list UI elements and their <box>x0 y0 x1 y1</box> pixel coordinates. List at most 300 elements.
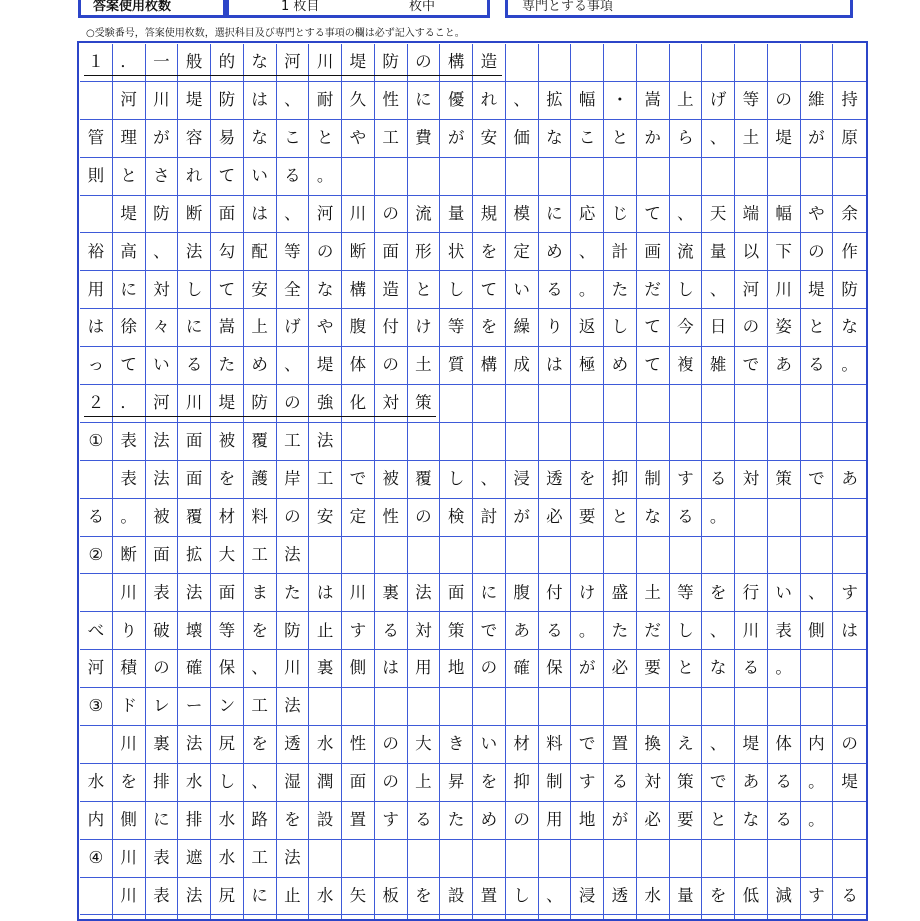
grid-cell: 堤 <box>342 44 375 82</box>
grid-cell <box>178 915 211 921</box>
grid-cell: 的 <box>211 44 244 82</box>
grid-cell: す <box>375 802 408 840</box>
grid-cell: 断 <box>113 537 146 575</box>
grid-cell: 原 <box>833 120 866 158</box>
instruction-note: ○受験番号，答案使用枚数，選択科目及び専門とする事項の欄は必ず記入すること。 <box>86 28 465 39</box>
grid-cell: め <box>473 802 506 840</box>
grid-cell <box>735 423 768 461</box>
grid-cell <box>801 385 834 423</box>
grid-cell: 川 <box>113 840 146 878</box>
heading-underline <box>84 416 436 417</box>
grid-cell: の <box>801 233 834 271</box>
grid-cell <box>506 385 539 423</box>
grid-cell: 表 <box>768 612 801 650</box>
grid-cell: 覆 <box>244 423 277 461</box>
grid-cell <box>473 688 506 726</box>
grid-cell: 安 <box>473 120 506 158</box>
grid-cell: る <box>670 499 703 537</box>
grid-cell: あ <box>506 612 539 650</box>
grid-cell: は <box>80 309 113 347</box>
grid-cell: た <box>604 271 637 309</box>
grid-cell: に <box>178 309 211 347</box>
grid-cell <box>146 915 179 921</box>
answer-sheet-count-field[interactable] <box>226 0 490 18</box>
grid-cell: の <box>408 44 441 82</box>
grid-cell: 透 <box>539 461 572 499</box>
grid-cell: 々 <box>146 309 179 347</box>
grid-cell: 川 <box>342 574 375 612</box>
grid-cell: 天 <box>702 196 735 234</box>
grid-cell: る <box>178 347 211 385</box>
grid-cell: 則 <box>80 158 113 196</box>
grid-cell: 嵩 <box>211 309 244 347</box>
grid-cell: 置 <box>473 878 506 916</box>
grid-cell <box>473 158 506 196</box>
header-fields <box>0 0 920 22</box>
grid-cell: を <box>244 726 277 764</box>
grid-cell: 要 <box>571 499 604 537</box>
grid-cell: 。 <box>801 764 834 802</box>
grid-cell: 複 <box>670 347 703 385</box>
grid-cell: さ <box>146 158 179 196</box>
grid-cell: 対 <box>408 612 441 650</box>
grid-cell: 、 <box>244 764 277 802</box>
grid-cell: 姿 <box>768 309 801 347</box>
grid-cell: 面 <box>375 233 408 271</box>
grid-cell: 破 <box>146 612 179 650</box>
grid-cell <box>670 688 703 726</box>
grid-cell: 壊 <box>178 612 211 650</box>
grid-cell: で <box>342 461 375 499</box>
grid-cell: 造 <box>473 44 506 82</box>
grid-cell <box>637 385 670 423</box>
grid-cell: 水 <box>637 878 670 916</box>
grid-cell: 河 <box>277 44 310 82</box>
grid-cell: べ <box>80 612 113 650</box>
grid-cell <box>735 840 768 878</box>
grid-cell: 化 <box>342 385 375 423</box>
grid-cell <box>768 423 801 461</box>
grid-cell <box>408 537 441 575</box>
grid-cell <box>833 840 866 878</box>
grid-cell: 堤 <box>178 82 211 120</box>
specialty-field[interactable] <box>505 0 853 18</box>
grid-cell: 徐 <box>113 309 146 347</box>
grid-cell <box>342 915 375 921</box>
grid-cell: こ <box>277 120 310 158</box>
grid-cell: 策 <box>670 764 703 802</box>
grid-cell: 検 <box>440 499 473 537</box>
grid-cell: が <box>604 802 637 840</box>
grid-cell: 覆 <box>178 499 211 537</box>
grid-cell: け <box>571 574 604 612</box>
grid-cell: の <box>735 309 768 347</box>
grid-cell: 法 <box>178 878 211 916</box>
grid-cell <box>244 915 277 921</box>
grid-cell <box>473 840 506 878</box>
grid-cell: こ <box>571 120 604 158</box>
grid-cell: 内 <box>801 726 834 764</box>
grid-cell: 管 <box>80 120 113 158</box>
grid-cell: 雑 <box>702 347 735 385</box>
grid-cell: ． <box>113 385 146 423</box>
grid-cell <box>539 537 572 575</box>
grid-cell <box>604 688 637 726</box>
grid-cell: 内 <box>80 802 113 840</box>
grid-cell: や <box>801 196 834 234</box>
grid-cell: 覆 <box>408 461 441 499</box>
grid-cell: る <box>539 271 572 309</box>
grid-cell <box>604 915 637 921</box>
grid-cell: 。 <box>571 612 604 650</box>
grid-cell: 遮 <box>178 840 211 878</box>
grid-cell: 日 <box>702 309 735 347</box>
grid-cell: 大 <box>211 537 244 575</box>
grid-cell: 面 <box>211 574 244 612</box>
grid-cell <box>735 385 768 423</box>
grid-cell <box>735 44 768 82</box>
grid-cell: 、 <box>473 461 506 499</box>
grid-cell: 法 <box>146 423 179 461</box>
grid-cell: 表 <box>113 461 146 499</box>
grid-cell: 堤 <box>833 764 866 802</box>
grid-cell: 地 <box>571 802 604 840</box>
grid-cell: る <box>735 650 768 688</box>
grid-cell <box>801 158 834 196</box>
grid-cell: 面 <box>440 574 473 612</box>
grid-cell: 策 <box>440 612 473 650</box>
grid-cell: 断 <box>342 233 375 271</box>
grid-cell: 工 <box>375 120 408 158</box>
grid-cell: ー <box>178 688 211 726</box>
grid-cell <box>539 915 572 921</box>
grid-cell <box>604 44 637 82</box>
grid-cell: 、 <box>801 574 834 612</box>
grid-cell: 尻 <box>211 878 244 916</box>
grid-cell: ・ <box>604 82 637 120</box>
grid-cell <box>342 840 375 878</box>
grid-cell: と <box>309 120 342 158</box>
grid-cell: 側 <box>342 650 375 688</box>
grid-cell: た <box>440 802 473 840</box>
grid-cell: が <box>571 650 604 688</box>
grid-cell <box>801 840 834 878</box>
grid-cell: 裏 <box>375 574 408 612</box>
grid-cell: が <box>506 499 539 537</box>
grid-cell <box>473 385 506 423</box>
grid-cell: 用 <box>80 271 113 309</box>
grid-cell: て <box>637 196 670 234</box>
grid-cell: 繰 <box>506 309 539 347</box>
grid-cell: に <box>408 82 441 120</box>
grid-cell <box>571 840 604 878</box>
grid-cell: 流 <box>670 233 703 271</box>
grid-cell: 。 <box>801 802 834 840</box>
grid-cell <box>539 840 572 878</box>
grid-cell <box>539 44 572 82</box>
grid-cell: 川 <box>309 44 342 82</box>
grid-cell <box>768 840 801 878</box>
grid-cell <box>506 840 539 878</box>
grid-cell <box>309 840 342 878</box>
grid-cell <box>342 537 375 575</box>
grid-cell: 表 <box>146 878 179 916</box>
grid-cell: 大 <box>408 726 441 764</box>
grid-cell: し <box>440 271 473 309</box>
grid-cell: 水 <box>211 802 244 840</box>
grid-cell: に <box>146 802 179 840</box>
grid-cell <box>833 915 866 921</box>
grid-cell <box>539 385 572 423</box>
grid-cell: と <box>670 650 703 688</box>
grid-cell: い <box>506 271 539 309</box>
grid-cell <box>408 915 441 921</box>
grid-cell: 返 <box>571 309 604 347</box>
grid-cell: 工 <box>277 423 310 461</box>
grid-cell <box>375 840 408 878</box>
grid-cell: 護 <box>244 461 277 499</box>
grid-cell: 表 <box>146 574 179 612</box>
grid-cell: 定 <box>342 499 375 537</box>
grid-cell <box>408 423 441 461</box>
grid-cell: 川 <box>113 726 146 764</box>
grid-cell <box>637 915 670 921</box>
grid-cell: 法 <box>178 574 211 612</box>
grid-cell: 以 <box>735 233 768 271</box>
grid-cell: た <box>277 574 310 612</box>
grid-cell: す <box>571 764 604 802</box>
grid-cell: え <box>670 726 703 764</box>
grid-cell: 川 <box>146 82 179 120</box>
grid-cell: り <box>539 309 572 347</box>
grid-cell <box>309 688 342 726</box>
grid-cell: あ <box>833 461 866 499</box>
grid-cell: の <box>473 650 506 688</box>
grid-cell: 極 <box>571 347 604 385</box>
grid-cell: 裕 <box>80 233 113 271</box>
grid-cell: 断 <box>178 196 211 234</box>
grid-cell: 確 <box>506 650 539 688</box>
grid-cell: 法 <box>178 726 211 764</box>
grid-cell: の <box>833 726 866 764</box>
grid-cell: 構 <box>473 347 506 385</box>
grid-cell: 幅 <box>768 196 801 234</box>
grid-cell <box>670 385 703 423</box>
grid-cell: 量 <box>702 233 735 271</box>
grid-cell <box>702 158 735 196</box>
grid-cell <box>80 82 113 120</box>
grid-cell: る <box>375 612 408 650</box>
grid-cell: 画 <box>637 233 670 271</box>
grid-cell: る <box>604 764 637 802</box>
grid-cell: の <box>277 385 310 423</box>
grid-cell <box>604 158 637 196</box>
grid-cell <box>735 537 768 575</box>
grid-cell: 盛 <box>604 574 637 612</box>
grid-cell: １ <box>80 44 113 82</box>
grid-cell <box>80 574 113 612</box>
grid-cell: 要 <box>637 650 670 688</box>
grid-cell <box>440 158 473 196</box>
grid-cell: 止 <box>309 612 342 650</box>
grid-cell <box>571 44 604 82</box>
grid-cell: 被 <box>211 423 244 461</box>
grid-cell: 河 <box>309 196 342 234</box>
grid-cell: 対 <box>375 385 408 423</box>
grid-cell: 、 <box>277 196 310 234</box>
grid-cell <box>375 915 408 921</box>
grid-cell: げ <box>277 309 310 347</box>
grid-cell: 嵩 <box>637 82 670 120</box>
grid-cell: 。 <box>768 650 801 688</box>
grid-cell: 対 <box>146 271 179 309</box>
grid-cell: で <box>702 764 735 802</box>
grid-cell: 計 <box>604 233 637 271</box>
grid-cell <box>702 44 735 82</box>
grid-cell <box>309 537 342 575</box>
grid-cell: 排 <box>146 764 179 802</box>
grid-cell: め <box>539 233 572 271</box>
grid-cell <box>440 537 473 575</box>
grid-cell: 防 <box>833 271 866 309</box>
grid-cell <box>735 499 768 537</box>
grid-cell <box>670 423 703 461</box>
grid-cell: 般 <box>178 44 211 82</box>
grid-cell: 料 <box>244 499 277 537</box>
sheet-current-number: 1 枚目 <box>281 0 320 14</box>
grid-cell: し <box>506 878 539 916</box>
grid-cell: 湿 <box>277 764 310 802</box>
grid-cell <box>408 688 441 726</box>
grid-cell: 規 <box>473 196 506 234</box>
grid-cell: 被 <box>146 499 179 537</box>
grid-cell <box>833 802 866 840</box>
grid-cell: 上 <box>670 82 703 120</box>
grid-cell <box>342 423 375 461</box>
grid-cell: て <box>473 271 506 309</box>
grid-cell <box>375 158 408 196</box>
grid-cell: 置 <box>604 726 637 764</box>
grid-cell: が <box>146 120 179 158</box>
grid-cell: 堤 <box>768 120 801 158</box>
grid-cell: 面 <box>178 423 211 461</box>
grid-cell: ら <box>670 120 703 158</box>
grid-cell: 面 <box>211 196 244 234</box>
grid-cell: だ <box>637 612 670 650</box>
grid-cell: 堤 <box>801 271 834 309</box>
grid-cell: 必 <box>604 650 637 688</box>
answer-sheet-count-label-box <box>78 0 226 18</box>
grid-cell: 面 <box>178 461 211 499</box>
grid-cell: け <box>408 309 441 347</box>
grid-cell <box>375 688 408 726</box>
grid-cell <box>113 915 146 921</box>
grid-cell <box>702 385 735 423</box>
grid-cell: に <box>473 574 506 612</box>
grid-cell: に <box>113 271 146 309</box>
grid-cell <box>801 423 834 461</box>
grid-cell: ． <box>113 44 146 82</box>
grid-cell: は <box>375 650 408 688</box>
grid-cell: と <box>408 271 441 309</box>
grid-cell <box>801 688 834 726</box>
grid-cell: 構 <box>342 271 375 309</box>
grid-cell: 面 <box>342 764 375 802</box>
grid-cell: を <box>571 461 604 499</box>
grid-cell <box>604 423 637 461</box>
grid-cell <box>702 915 735 921</box>
grid-cell: 行 <box>735 574 768 612</box>
grid-cell <box>637 840 670 878</box>
grid-cell: 面 <box>146 537 179 575</box>
grid-cell: 強 <box>309 385 342 423</box>
grid-cell <box>833 688 866 726</box>
grid-cell: ③ <box>80 688 113 726</box>
grid-cell <box>637 44 670 82</box>
grid-cell: 透 <box>604 878 637 916</box>
grid-cell: と <box>801 309 834 347</box>
grid-cell: 川 <box>735 612 768 650</box>
grid-cell: 保 <box>539 650 572 688</box>
grid-cell <box>506 44 539 82</box>
grid-cell: 策 <box>408 385 441 423</box>
grid-cell: の <box>768 82 801 120</box>
grid-cell: て <box>113 347 146 385</box>
grid-cell <box>670 158 703 196</box>
grid-cell: 、 <box>146 233 179 271</box>
grid-cell: 、 <box>244 650 277 688</box>
grid-cell <box>702 688 735 726</box>
grid-cell: 、 <box>702 612 735 650</box>
grid-cell: の <box>408 499 441 537</box>
grid-cell: て <box>211 158 244 196</box>
grid-cell <box>637 537 670 575</box>
grid-cell: 作 <box>833 233 866 271</box>
grid-cell: 堤 <box>113 196 146 234</box>
grid-cell <box>539 423 572 461</box>
grid-cell: に <box>244 878 277 916</box>
grid-cell: い <box>768 574 801 612</box>
grid-cell: 等 <box>670 574 703 612</box>
grid-cell: 板 <box>375 878 408 916</box>
grid-cell: め <box>604 347 637 385</box>
grid-cell: 川 <box>113 878 146 916</box>
grid-cell: 制 <box>539 764 572 802</box>
grid-cell <box>801 650 834 688</box>
grid-cell <box>277 915 310 921</box>
grid-cell: る <box>801 347 834 385</box>
grid-cell: て <box>637 347 670 385</box>
grid-cell: 土 <box>637 574 670 612</box>
grid-cell: 性 <box>342 726 375 764</box>
grid-cell: 昇 <box>440 764 473 802</box>
sheet-total-number: 枚中 <box>409 0 436 14</box>
grid-cell: 換 <box>637 726 670 764</box>
grid-cell: 設 <box>309 802 342 840</box>
grid-cell: 水 <box>309 878 342 916</box>
grid-cell: か <box>637 120 670 158</box>
grid-cell <box>604 840 637 878</box>
grid-cell: し <box>211 764 244 802</box>
grid-cell: 確 <box>178 650 211 688</box>
grid-cell: 積 <box>113 650 146 688</box>
grid-cell <box>506 537 539 575</box>
grid-cell: 法 <box>408 574 441 612</box>
grid-cell <box>440 385 473 423</box>
grid-cell: 減 <box>768 878 801 916</box>
grid-cell: 水 <box>309 726 342 764</box>
grid-cell: は <box>309 574 342 612</box>
